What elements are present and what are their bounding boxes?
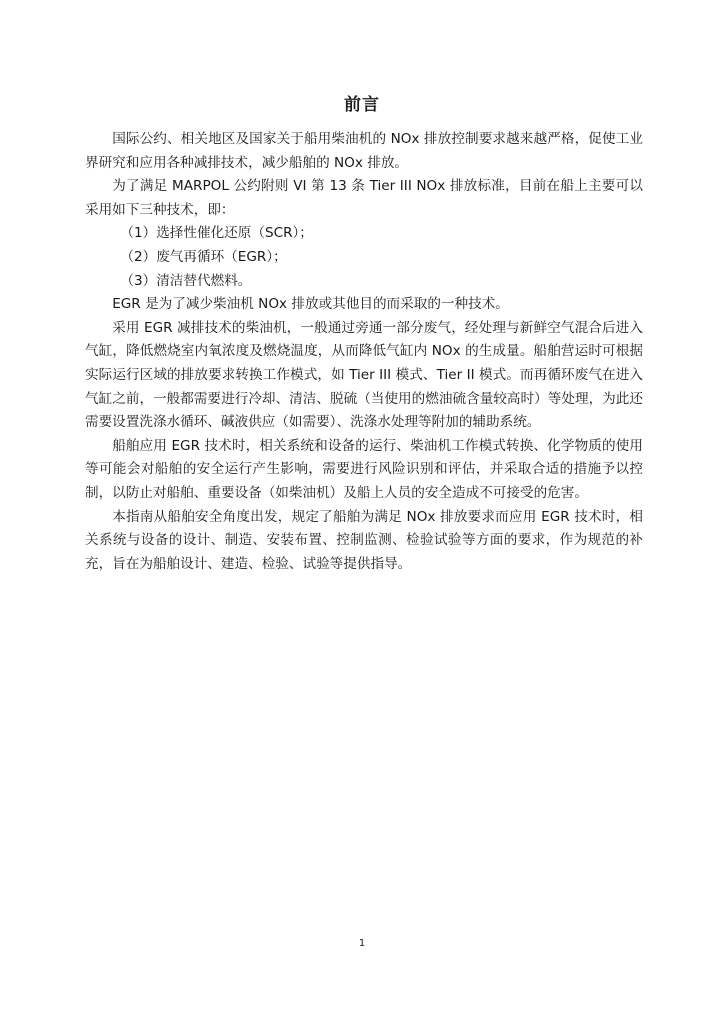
foreword-body: [85, 128, 643, 576]
list-item-scr: （1）选择性催化还原（SCR）；: [120, 225, 313, 242]
page-title: 前言: [344, 95, 380, 115]
paragraph-scope: 本指南从船舶安全角度出发，规定了船舶为满足 NOx 排放要求而应用 EGR 技术时，相关系统与设备的设计、制造、安装布置、控制监测、检验试验等方面的要求，作为规范的补充，旨在为船舶设计、建造、检验、试验等提供指导。: [85, 508, 643, 572]
list-item-egr: （2）废气再循环（EGR）；: [120, 248, 287, 265]
page-number: 1: [358, 938, 366, 949]
paragraph-egr-process: 采用 EGR 减排技术的柴油机，一般通过旁通一部分废气，经处理与新鲜空气混合后进入气缸，降低燃烧室内氧浓度及燃烧温度，从而降低气缸内 NOx 的生成量。船舶营运时可根据实际运行区域的排放要求转换工作模式，如 Tier III 模式、Tier II 模式。而再循环废气在进入气缸之前，一般都需要进行冷却、清洁、脱硫（当使用的燃油硫含量较高时）等处理，为此还需要设置洗涤水循环、碱液供应（如需要）、洗涤水处理等附加的辅助系统。: [85, 319, 643, 431]
list-item-fuel: （3）清洁替代燃料。: [120, 272, 252, 289]
paragraph-intro: 国际公约、相关地区及国家关于船用柴油机的 NOx 排放控制要求越来越严格，促使工业界研究和应用各种减排技术，减少船舶的 NOx 排放。: [85, 131, 643, 171]
paragraph-safety: 船舶应用 EGR 技术时，相关系统和设备的运行、柴油机工作模式转换、化学物质的使用等可能会对船舶的安全运行产生影响，需要进行风险识别和评估，并采取合适的措施予以控制，以防止对船舶、重要设备（如柴油机）及船上人员的安全造成不可接受的危害。: [85, 437, 643, 501]
paragraph-marpol: 为了满足 MARPOL 公约附则 VI 第 13 条 Tier III NOx 排放标准，目前在船上主要可以采用如下三种技术，即：: [85, 178, 643, 218]
paragraph-egr-definition: EGR 是为了减少柴油机 NOx 排放或其他目的而采取的一种技术。: [112, 296, 509, 313]
